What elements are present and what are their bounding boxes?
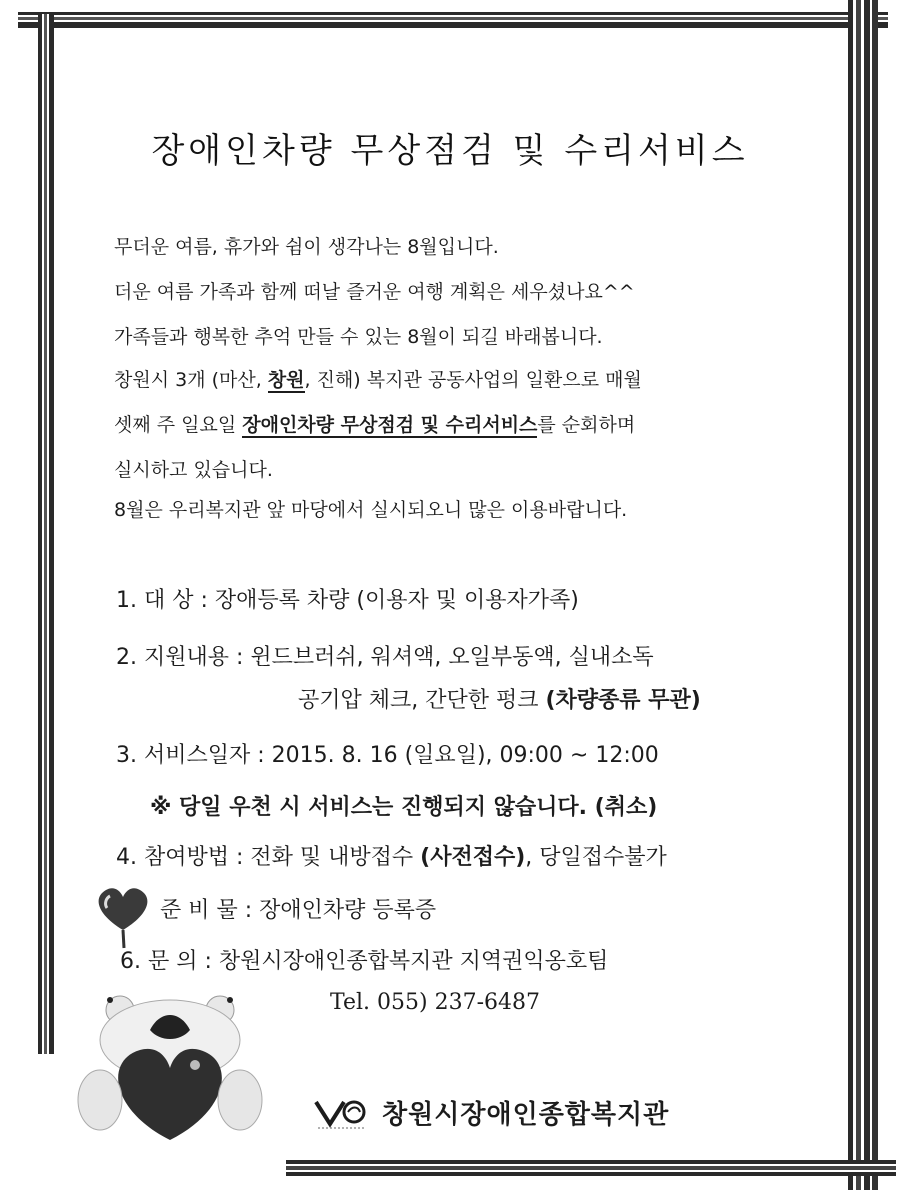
item-target-label: 1. 대 상 : [116,588,208,613]
heart-pin-icon [88,880,158,950]
frame-top-border [18,12,888,28]
intro-line-2: 더운 여름 가족과 함께 떠날 즐거운 여행 계획은 세우셨나요^^ [114,281,635,303]
item-method-value-c: , 당일접수불가 [525,845,667,870]
frame-right-border [848,0,878,1190]
intro-line-5-highlight: 장애인차량 무상점검 및 수리서비스 [242,414,538,436]
welfare-center-logo-icon [312,1092,372,1132]
intro-line-7: 8월은 우리복지관 앞 마당에서 실시되오니 많은 이용바랍니다. [114,499,628,521]
item-contact-value: 창원시장애인종합복지관 지역권익옹호팀 [218,949,609,974]
intro-line-6: 실시하고 있습니다. [114,459,273,481]
item-date-label: 3. 서비스일자 : [116,743,265,768]
item-contact-label: 6. 문 의 : [120,949,212,974]
intro-line-4-highlight: 창원 [267,369,305,391]
item-support [116,640,654,671]
item-method [116,840,667,871]
intro-line-1: 무더운 여름, 휴가와 쉼이 생각나는 8월입니다. [114,236,499,258]
item-method-label: 4. 참여방법 : [116,845,244,870]
item-support-value-2a: 공기압 체크, 간단한 펑크 [298,688,546,713]
item-method-value-a: 전화 및 내방접수 [250,845,421,870]
item-contact [120,944,608,975]
item-date-value: 2015. 8. 16 (일요일), 09:00 ~ 12:00 [271,743,659,768]
bear-holding-heart-icon [70,990,270,1160]
welfare-center-name: 창원시장애인종합복지관 [382,1099,670,1130]
intro-line-3: 가족들과 행복한 추억 만들 수 있는 8월이 되길 바래봅니다. [114,326,603,348]
intro-line-4-part-a: 창원시 3개 (마산, [114,369,268,391]
contact-tel: Tel. 055) 237-6487 [330,990,540,1015]
item-prepare-label: 준 비 물 : [160,898,253,923]
page-title: 장애인차량 무상점검 및 수리서비스 [151,130,749,171]
item-support-continued [298,683,701,714]
item-target-value: 장애등록 차량 (이용자 및 이용자가족) [214,588,579,613]
item-support-value: 윈드브러쉬, 워셔액, 오일부동액, 실내소독 [250,645,654,670]
item-support-value-2b: (차량종류 무관) [545,688,701,713]
intro-line-5-part-a: 셋째 주 일요일 [114,414,243,436]
item-target [116,583,579,614]
item-prepare-value: 장애인차량 등록증 [259,898,437,923]
welfare-center-logo [312,1090,669,1134]
frame-bottom-border [286,1160,896,1176]
item-method-value-b: (사전접수) [420,845,526,870]
item-support-label: 2. 지원내용 : [116,645,244,670]
intro-line-5-part-c: 를 순회하며 [537,414,636,436]
item-date [116,738,659,769]
rain-notice: ※ 당일 우천 시 서비스는 진행되지 않습니다. (취소) [150,795,658,820]
item-prepare [160,893,436,924]
frame-left-border [38,14,54,1054]
intro-line-4 [114,365,834,392]
intro-line-5 [114,410,834,437]
intro-line-4-part-c: , 진해) 복지관 공동사업의 일환으로 매월 [304,369,642,391]
